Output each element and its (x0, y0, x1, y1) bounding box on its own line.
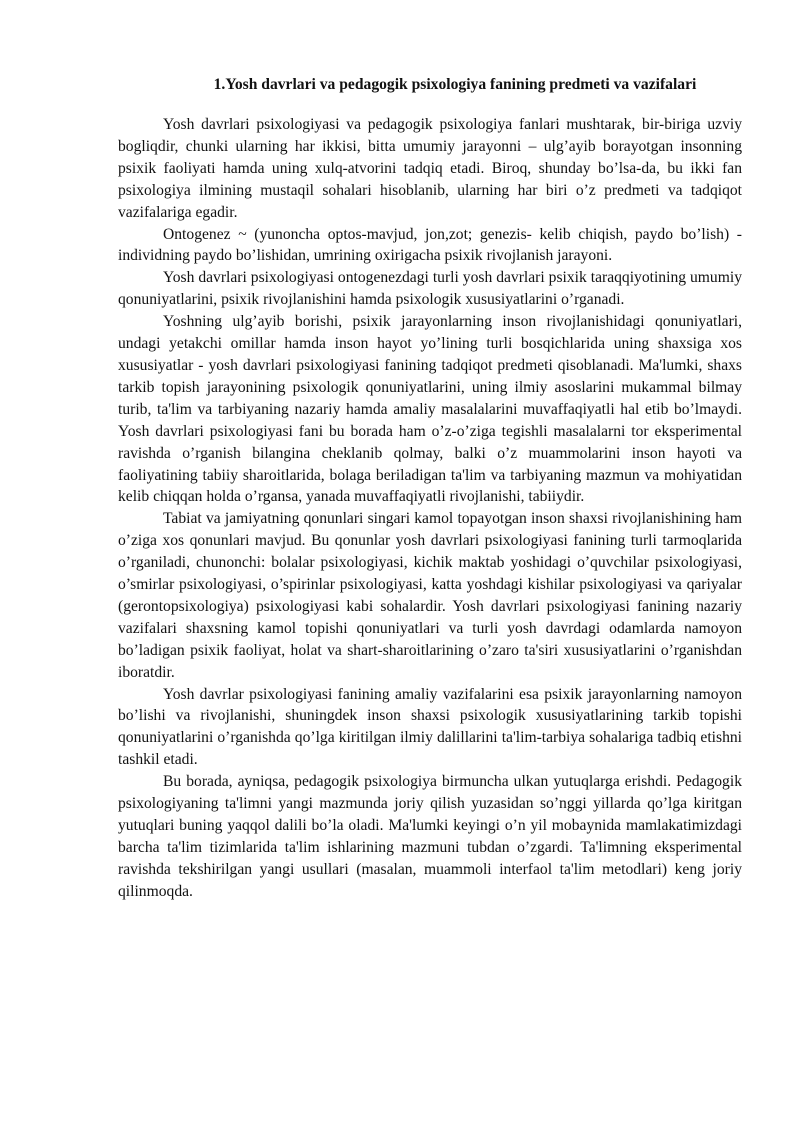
paragraph: Yosh davrlar psixologiyasi fanining amaliy vazifalarini esa psixik jarayonlarning namoyon bo’lishi va rivojlanishi, shuningdek inson shaxsi psixologik xususiyatlarining tarkib topishi qonuniyatlarini o’rganishda qo’lga kiritilgan ilmiy dalillarini ta'lim-tarbiya sohalariga tadbiq etishni tashkil etadi. (118, 685, 742, 769)
section-title: 1.Yosh davrlari va pedagogik psixologiya fanining predmeti va vazifalari (213, 76, 697, 93)
paragraph: Yoshning ulg’ayib borishi, psixik jarayonlarning inson rivojlanishidagi qonuniyatlari, undagi yetakchi omillar hamda inson hayot yo’lining turli bosqichlarida uning shaxsiga xos xususiyatlar - yosh davrlari psixologiyasi fanining tadqiqot predmeti qisoblanadi. Ma'lumki, shaxs tarkib topish jarayonining psixologik qonuniyatlarini, uning ilmiy asoslarini mukammal bilmay turib, ta'lim va tarbiyaning nazariy hamda amaliy masalalarini muvaffaqiyatli hal etib bo’lmaydi. Yosh davrlari psixologiyasi fani bu borada ham o’z-o’ziga tegishli masalalarni tor eksperimental ravishda o’rganish bilangina cheklanib qolmay, balki o’z muammolarini inson hayoti va faoliyatining tabiiy sharoitlarida, bolaga beriladigan ta'lim va tarbiyaning mazmun va mohiyatidan kelib chiqqan holda o’rgansa, yanada muvaffaqiyatli rivojlanishi, tabiiydir. (118, 313, 742, 506)
paragraph: Yosh davrlari psixologiyasi va pedagogik psixologiya fanlari mushtarak, bir-biriga uzviy bogliqdir, chunki ularning har ikkisi, bitta umumiy jarayonni – ulg’ayib borayotgan insonning psixik faoliyati hamda uning xulq-atvorini tadqiq etadi. Biroq, shunday bo’lsa-da, bu ikki fan psixologiya ilmining mustaqil sohalari hisoblanib, ularning har biri o’z predmeti va tadqiqot vazifalariga egadir. (118, 116, 742, 221)
paragraph: Yosh davrlari psixologiyasi ontogenezdagi turli yosh davrlari psixik taraqqiyotining umumiy qonuniyatlarini, psixik rivojlanishini hamda psixologik xususiyatlarini o’rganadi. (118, 269, 742, 309)
paragraph: Ontogenez ~ (yunoncha optos-mavjud, jon,zot; genezis- kelib chiqish, paydo bo’lish) - individning paydo bo’lishidan, umrining oxirigacha psixik rivojlanish jarayoni. (118, 225, 742, 265)
paragraph: Bu borada, ayniqsa, pedagogik psixologiya birmuncha ulkan yutuqlarga erishdi. Pedagogik psixologiyaning ta'limni yangi mazmunda joriy qilish yuzasidan so’nggi yillarda qo’lga kiritgan yutuqlari buning yaqqol dalili bo’la oladi. Ma'lumki keyingi o’n yil mobaynida mamlakatimizdagi barcha ta'lim tizimlarida ta'lim ishlarining mazmuni tubdan o’zgardi. Ta'limning eksperimental ravishda tekshirilgan yangi usullari (masalan, muammoli interfaol ta'lim metodlari) keng joriy qilinmoqda. (118, 773, 742, 900)
document-page (118, 74, 742, 903)
paragraph: Tabiat va jamiyatning qonunlari singari kamol topayotgan inson shaxsi rivojlanishining ham o’ziga xos qonunlari mavjud. Bu qonunlar yosh davrlari psixologiyasi fanining turli tarmoqlarida o’rganiladi, chunonchi: bolalar psixologiyasi, kichik maktab yoshidagi o’quvchilar psixologiyasi, o’smirlar psixologiyasi, o’spirinlar psixologiyasi, katta yoshdagi kishilar psixologiyasi va qariyalar (gerontopsixologiya) psixologiyasi kabi sohalardir. Yosh davrlari psixologiyasi fanining nazariy vazifalari shaxsning kamol topishi qonuniyatlari va turli yosh davrdagi odamlarda namoyon bo’ladigan psixik faoliyat, holat va shart-sharoitlarining o’zaro ta'siri xususiyatlarini o’rganishdan iboratdir. (118, 510, 742, 681)
